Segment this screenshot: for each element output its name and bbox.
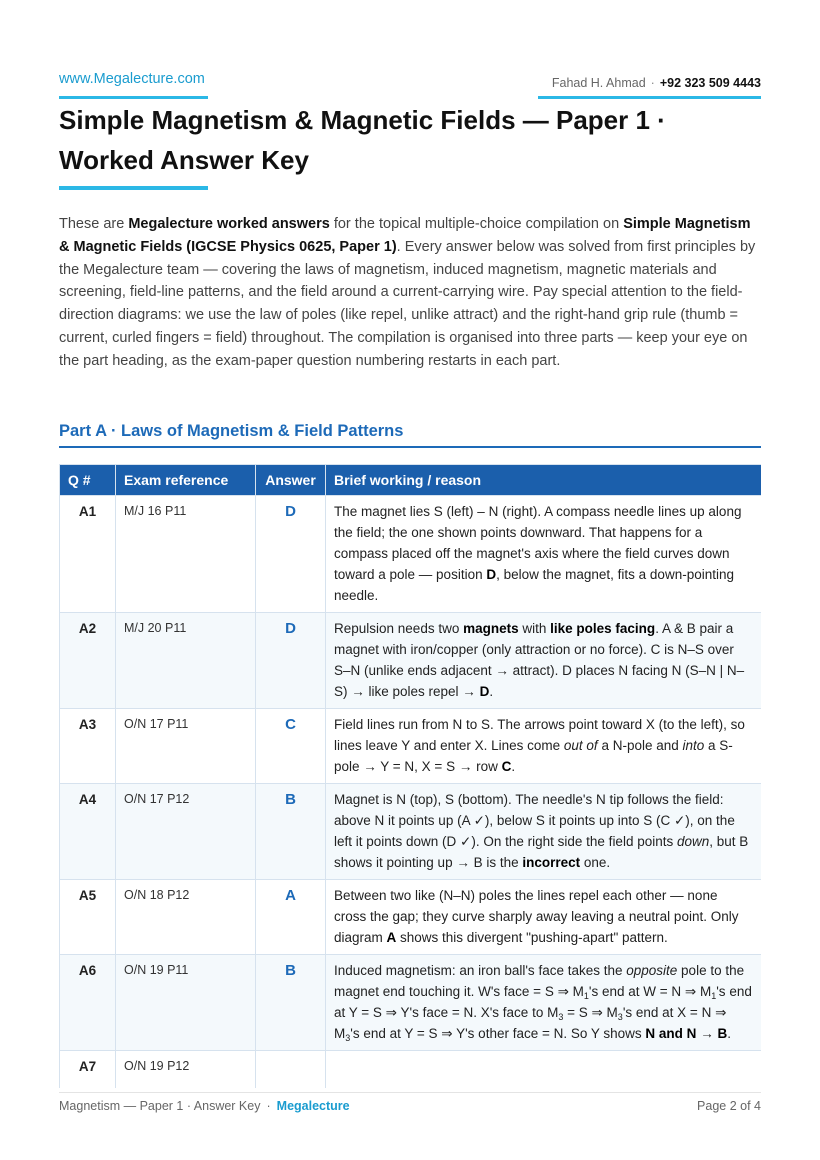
question-number: A2 xyxy=(60,613,116,709)
intro-text: . Every answer below was solved from first principles by the Megalecture team — covering the laws of magnetism, induced magnetism, magnetic materials and screening, field-line patterns, and the field around a current-carrying wire. Pay special attention to the field-direction diagrams: we use the law of poles (like repel, unlike attract) and the right-hand grip rule (thumb = current, curled fingers = field) throughout. The compilation is organised into three parts — keep your eye on the part heading, as the exam-paper question numbering restarts in each part. xyxy=(59,238,756,369)
author-name: Fahad H. Ahmad xyxy=(551,76,646,90)
working-reason: The magnet lies S (left) – N (right). A compass needle lines up along the field; the one shown points downward. That happens for a compass placed off the magnet's axis where the field curves down toward a pole — position D, below the magnet, fits a down-pointing needle. xyxy=(326,496,762,613)
answer-letter: C xyxy=(256,709,326,784)
answer-letter: A xyxy=(256,880,326,955)
answer-letter: B xyxy=(256,784,326,880)
footer-separator: · xyxy=(266,1099,271,1113)
answer-letter xyxy=(256,1051,326,1089)
contact-line xyxy=(552,76,761,90)
question-number: A5 xyxy=(60,880,116,955)
intro-text: These are xyxy=(59,216,129,232)
table-row xyxy=(60,955,762,1051)
question-number: A4 xyxy=(60,784,116,880)
col-header-q: Q # xyxy=(60,465,116,496)
answer-table xyxy=(59,464,761,1088)
question-number: A7 xyxy=(60,1051,116,1089)
intro-text: for the topical multiple-choice compilation on xyxy=(329,216,624,232)
answer-letter: D xyxy=(256,613,326,709)
question-number: A3 xyxy=(60,709,116,784)
answer-letter: B xyxy=(256,955,326,1051)
intro-bold: Megalecture worked answers xyxy=(128,216,330,232)
footer-doc-title: Magnetism — Paper 1 · Answer Key xyxy=(59,1099,261,1113)
footer-brand: Megalecture xyxy=(276,1099,350,1113)
exam-reference: O/N 19 P11 xyxy=(116,955,256,1051)
working-reason: Repulsion needs two magnets with like poles facing. A & B pair a magnet with iron/copper (only attraction or no force). C is N–S over S–N (unlike ends adjacent → attract). D places N facing N (S–N | N–S) → like poles repel → D. xyxy=(326,613,762,709)
exam-reference: M/J 20 P11 xyxy=(116,613,256,709)
table-row xyxy=(60,496,762,613)
answer-letter: D xyxy=(256,496,326,613)
question-number: A6 xyxy=(60,955,116,1051)
page-number: Page 2 of 4 xyxy=(697,1099,761,1113)
answer-table-wrapper xyxy=(59,464,761,1088)
table-row xyxy=(60,709,762,784)
question-number: A1 xyxy=(60,496,116,613)
site-link[interactable]: www.Megalecture.com xyxy=(59,71,205,87)
part-rule xyxy=(59,446,761,448)
header-left-rule xyxy=(59,96,208,99)
exam-reference: O/N 19 P12 xyxy=(116,1051,256,1089)
working-reason xyxy=(326,1051,762,1089)
exam-reference: O/N 18 P12 xyxy=(116,880,256,955)
col-header-ref: Exam reference xyxy=(116,465,256,496)
intro-paragraph xyxy=(59,213,761,373)
working-reason: Induced magnetism: an iron ball's face takes the opposite pole to the magnet end touching it. W's face = S ⇒ $M_1's$ end at W = N ⇒ $M_1's$ end at Y = S ⇒ Y's face = N. X's face to $M_3 = S$ ⇒ $M_3's$ end at X = N ⇒ $M_3's$ end at Y = S ⇒ Y's other face = N. So Y shows N and N → B. xyxy=(326,955,762,1051)
title-rule xyxy=(59,186,208,190)
working-reason: Field lines run from N to S. The arrows point toward X (to the left), so lines leave Y and enter X. Lines come out of a N-pole and into a S-pole → Y = N, X = S → row C. xyxy=(326,709,762,784)
intro-bold: Simple Magnetism & Magnetic Fields (IGCSE Physics 0625, Paper 1) xyxy=(59,216,751,255)
phone-number: +92 323 509 4443 xyxy=(659,76,761,90)
table-row xyxy=(60,613,762,709)
table-row xyxy=(60,1051,762,1089)
page xyxy=(59,0,761,1160)
exam-reference: O/N 17 P11 xyxy=(116,709,256,784)
page-title: Simple Magnetism & Magnetic Fields — Paper 1 · Worked Answer Key xyxy=(59,105,666,175)
header-right-rule xyxy=(538,96,761,99)
working-reason: Between two like (N–N) poles the lines repel each other — none cross the gap; they curve sharply away leaving a neutral point. Only diagram A shows this divergent "pushing-apart" pattern. xyxy=(326,880,762,955)
col-header-reason: Brief working / reason xyxy=(326,465,762,496)
working-reason: Magnet is N (top), S (bottom). The needle's N tip follows the field: above N it points up (A ✓), below S it points up into S (C ✓), on the left it points down (D ✓). On the right side the field points down, but B shows it pointing up → B is the incorrect one. xyxy=(326,784,762,880)
part-heading: Part A · Laws of Magnetism & Field Patterns xyxy=(59,422,404,440)
table-row xyxy=(60,880,762,955)
table-row xyxy=(60,784,762,880)
exam-reference: M/J 16 P11 xyxy=(116,496,256,613)
col-header-answer: Answer xyxy=(256,465,326,496)
exam-reference: O/N 17 P12 xyxy=(116,784,256,880)
table-header-row xyxy=(60,465,762,496)
footer-rule xyxy=(59,1092,761,1093)
footer-left xyxy=(59,1099,350,1113)
header-separator: · xyxy=(650,76,655,90)
